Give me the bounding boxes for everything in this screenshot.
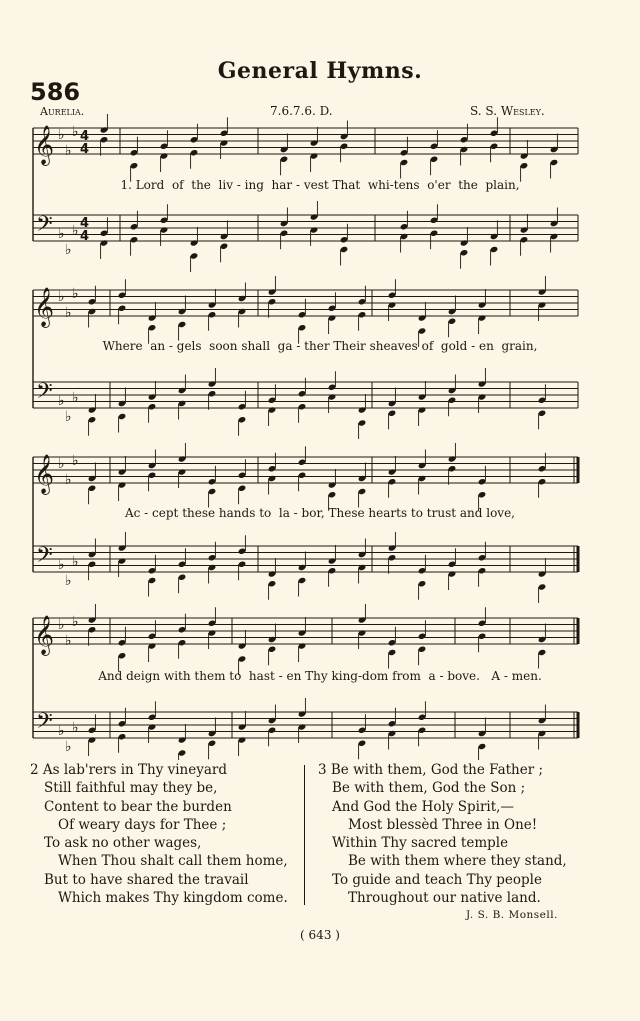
verse-line: 2 As lab'rers in Thy vineyard: [30, 762, 228, 778]
tune-name: Aurelia.: [40, 105, 85, 118]
lyric-line-1: 1. Lord of the liv - ing har - vest That whi-tens o'er the plain,: [120, 178, 520, 192]
flat-icon: ♭: [72, 124, 79, 140]
flat-icon: ♭: [58, 289, 65, 305]
page-title: General Hymns.: [217, 58, 423, 84]
flat-icon: ♭: [72, 286, 79, 302]
flat-icon: ♭: [72, 390, 79, 406]
verse-divider: [304, 765, 305, 905]
time-signature: 4: [80, 142, 90, 157]
verse-2: [30, 761, 288, 907]
flat-icon: ♭: [72, 453, 79, 469]
flat-icon: ♭: [65, 409, 72, 425]
treble-clef-icon: 𝄞: [34, 454, 55, 494]
flat-icon: ♭: [72, 720, 79, 736]
bass-clef-icon: 𝄢: [36, 543, 53, 573]
flat-icon: ♭: [65, 739, 72, 755]
composer: S. S. Wesley.: [470, 104, 545, 118]
bass-clef-icon: 𝄢: [36, 379, 53, 409]
verse-line: Within Thy sacred temple: [332, 835, 509, 852]
verse-line: To ask no other wages,: [44, 835, 202, 852]
verse-line: Content to bear the burden: [44, 798, 232, 815]
flat-icon: ♭: [72, 614, 79, 630]
hymn-number: 586: [30, 78, 81, 106]
treble-clef-icon: 𝄞: [34, 287, 55, 327]
time-signature: 4: [80, 129, 90, 144]
flat-icon: ♭: [72, 223, 79, 239]
flat-icon: ♭: [65, 472, 72, 488]
lyric-line-4: And deign with them to hast - en Thy king-dom from a - bove. A - men.: [98, 669, 542, 683]
verse-line: 3 Be with them, God the Father ;: [318, 762, 544, 778]
flat-icon: ♭: [58, 127, 65, 143]
verse-line: Most blessèd Three in One!: [348, 816, 538, 833]
verse-line: Be with them, God the Son ;: [332, 780, 526, 797]
verse-3: [318, 761, 567, 907]
verse-line: To guide and teach Thy people: [332, 871, 542, 888]
verse-line: And God the Holy Spirit,—: [332, 798, 514, 815]
verse-line: Be with them where they stand,: [348, 853, 567, 870]
verse-line: Still faithful may they be,: [44, 780, 218, 797]
flat-icon: ♭: [72, 554, 79, 570]
flat-icon: ♭: [65, 633, 72, 649]
flat-icon: ♭: [65, 305, 72, 321]
flat-icon: ♭: [65, 143, 72, 159]
verse-line: Which makes Thy kingdom come.: [58, 890, 288, 907]
verse-line: When Thou shalt call them home,: [58, 853, 288, 870]
lyric-line-3: Ac - cept these hands to la - bor, These hearts to trust and love,: [124, 506, 515, 520]
page-number: ( 643 ): [300, 928, 340, 942]
flat-icon: ♭: [58, 723, 65, 739]
verse-line: Of weary days for Thee ;: [58, 816, 227, 833]
verse-line: Throughout our native land.: [348, 890, 541, 907]
flat-icon: ♭: [65, 573, 72, 589]
flat-icon: ♭: [58, 617, 65, 633]
verse-number: 3: [318, 762, 327, 778]
verse-line: But to have shared the travail: [44, 871, 249, 888]
treble-clef-icon: 𝄞: [34, 615, 55, 655]
flat-icon: ♭: [65, 242, 72, 258]
time-signature: 4: [80, 229, 90, 244]
treble-clef-icon: 𝄞: [34, 125, 55, 165]
flat-icon: ♭: [58, 557, 65, 573]
bass-clef-icon: 𝄢: [36, 212, 53, 242]
verse-number: 2: [30, 762, 39, 778]
lyric-line-2: Where an - gels soon shall ga - ther Their sheaves of gold - en grain,: [102, 339, 538, 353]
time-signature: 4: [80, 216, 90, 231]
flat-icon: ♭: [58, 456, 65, 472]
flat-icon: ♭: [58, 393, 65, 409]
bass-clef-icon: 𝄢: [36, 709, 53, 739]
author: J. S. B. Monsell.: [466, 909, 558, 921]
meter: 7.6.7.6. D.: [270, 104, 333, 118]
flat-icon: ♭: [58, 226, 65, 242]
